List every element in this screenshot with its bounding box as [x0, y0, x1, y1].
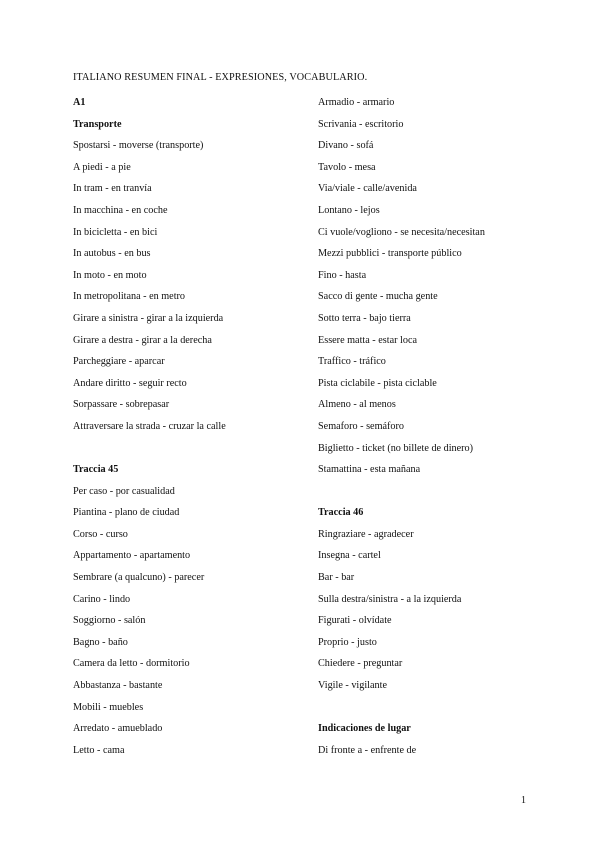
vocab-entry: Almeno - al menos: [318, 399, 396, 411]
section-heading: A1: [73, 97, 86, 108]
vocab-entry: Girare a destra - girar a la derecha: [73, 334, 212, 346]
document-title: ITALIANO RESUMEN FINAL - EXPRESIONES, VOCABULARIO.: [73, 72, 368, 83]
vocab-entry: Sacco di gente - mucha gente: [318, 291, 438, 303]
vocab-entry: Spostarsi - moverse (transporte): [73, 140, 204, 152]
vocab-entry: Sulla destra/sinistra - a la izquierda: [318, 593, 462, 605]
vocab-entry: Girare a sinistra - girar a la izquierda: [73, 312, 224, 324]
vocab-entry: Sorpassare - sobrepasar: [73, 399, 170, 411]
blank-line: [73, 441, 303, 463]
vocab-entry: Sotto terra - bajo tierra: [318, 312, 411, 324]
vocab-entry: Biglietto - ticket (no billete de dinero): [318, 442, 474, 454]
vocab-entry: Di fronte a - enfrente de: [318, 744, 417, 756]
page-number: 1: [521, 795, 526, 806]
vocab-entry: Pista ciclabile - pista ciclable: [318, 377, 437, 389]
section-heading: Traccia 46: [318, 507, 364, 519]
vocab-entry: Divano - sofá: [318, 140, 374, 152]
vocab-entry: Arredato - amueblado: [73, 723, 163, 735]
vocab-entry: Mezzi pubblici - transporte público: [318, 248, 462, 260]
section-heading: Indicaciones de lugar: [318, 723, 411, 735]
vocab-entry: Vigile - vigilante: [318, 680, 387, 692]
vocab-entry: Armadio - armario: [318, 97, 395, 108]
vocab-entry: Insegna - cartel: [318, 550, 381, 562]
section-heading: Traccia 45: [73, 464, 119, 476]
vocab-entry: Attraversare la strada - cruzar la calle: [73, 420, 226, 432]
vocab-entry: Andare diritto - seguir recto: [73, 377, 187, 389]
vocab-entry: In macchina - en coche: [73, 204, 168, 216]
vocab-entry: A piedi - a pie: [73, 161, 131, 173]
vocab-entry: Carino - lindo: [73, 593, 131, 605]
blank-line: [318, 700, 538, 722]
blank-line: [318, 484, 538, 506]
vocab-entry: Mobili - muebles: [73, 701, 144, 713]
vocab-entry: Fino - hasta: [318, 269, 367, 281]
vocab-entry: Proprio - justo: [318, 636, 377, 648]
vocab-entry: Corso - curso: [73, 528, 128, 540]
vocab-entry: Essere matta - estar loca: [318, 334, 417, 346]
vocab-entry: Parcheggiare - aparcar: [73, 356, 165, 368]
vocab-entry: Piantina - plano de ciudad: [73, 507, 180, 519]
section-heading: Transporte: [73, 118, 122, 130]
vocab-entry: Letto - cama: [73, 744, 125, 756]
vocab-entry: Lontano - lejos: [318, 204, 380, 216]
vocab-entry: In metropolitana - en metro: [73, 291, 186, 303]
vocab-entry: Traffico - tráfico: [318, 356, 386, 368]
vocab-entry: In bicicletta - en bici: [73, 226, 158, 238]
vocab-entry: Bagno - baño: [73, 636, 128, 648]
vocab-entry: Chiedere - preguntar: [318, 658, 403, 670]
vocab-entry: In tram - en tranvía: [73, 183, 152, 195]
vocab-entry: Ringraziare - agradecer: [318, 528, 414, 540]
vocab-entry: Abbastanza - bastante: [73, 680, 163, 692]
vocab-entry: Soggiorno - salón: [73, 615, 146, 627]
vocab-entry: Per caso - por casualidad: [73, 485, 175, 497]
vocab-entry: Via/viale - calle/avenida: [318, 183, 417, 195]
right-column: [318, 95, 538, 764]
vocab-entry: Appartamento - apartamento: [73, 550, 191, 562]
vocab-entry: Bar - bar: [318, 572, 355, 584]
vocab-entry: Scrivania - escritorio: [318, 118, 404, 130]
left-column: [73, 95, 303, 764]
vocab-entry: Camera da letto - dormitorio: [73, 658, 190, 670]
vocab-entry: In autobus - en bus: [73, 248, 151, 260]
vocab-entry: Semaforo - semáforo: [318, 420, 404, 432]
vocab-entry: In moto - en moto: [73, 269, 147, 281]
vocab-entry: Figurati - olvídate: [318, 615, 392, 627]
vocab-entry: Sembrare (a qualcuno) - parecer: [73, 572, 205, 584]
vocab-entry: Ci vuole/vogliono - se necesita/necesitan: [318, 226, 485, 238]
vocab-entry: Stamattina - esta mañana: [318, 464, 421, 476]
vocab-entry: Tavolo - mesa: [318, 161, 376, 173]
